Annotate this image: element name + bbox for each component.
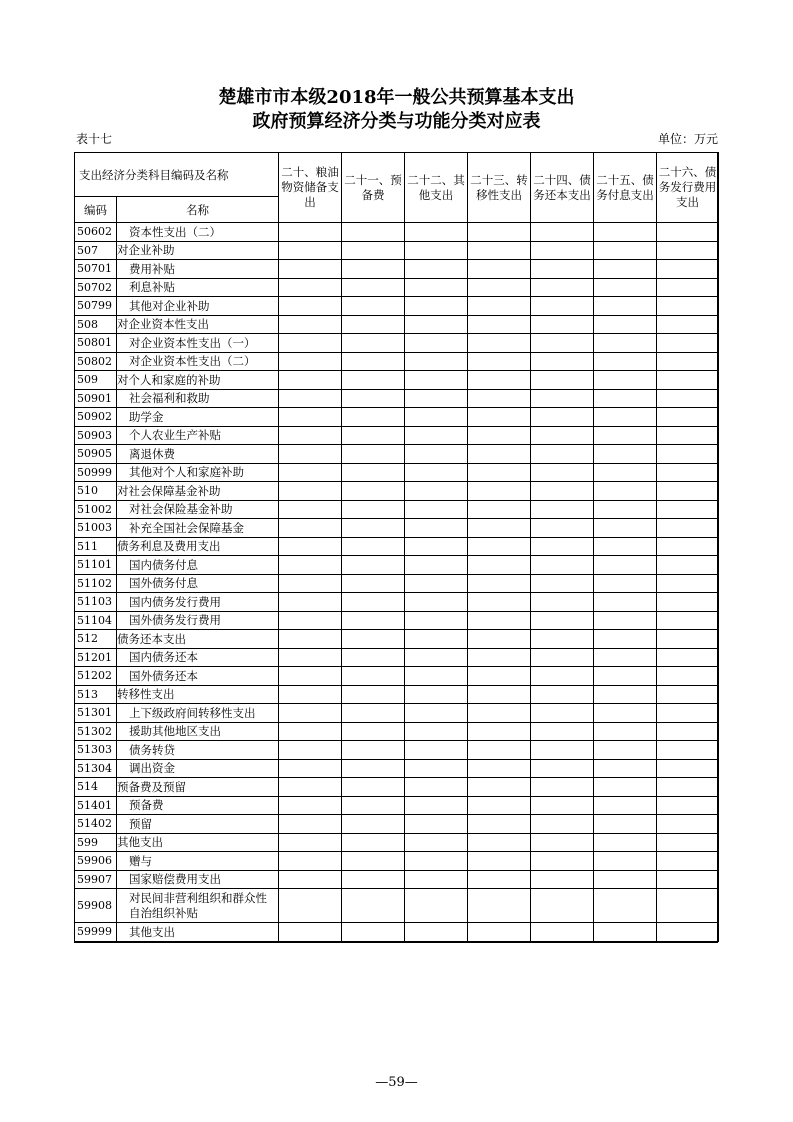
- row-code: 50701: [75, 260, 117, 279]
- row-code: 507: [75, 241, 117, 260]
- row-name: 转移性支出: [117, 685, 279, 704]
- row-code: 50801: [75, 334, 117, 353]
- row-code: 50901: [75, 389, 117, 408]
- row-name: 助学金: [117, 408, 279, 427]
- row-name: 利息补贴: [117, 278, 279, 297]
- row-code: 599: [75, 833, 117, 852]
- row-name: 预备费及预留: [117, 778, 279, 797]
- report-title-line2: 政府预算经济分类与功能分类对应表: [252, 111, 541, 132]
- row-code: 51102: [75, 574, 117, 593]
- row-code: 51303: [75, 741, 117, 760]
- row-code: 51202: [75, 667, 117, 686]
- row-code: 51101: [75, 556, 117, 575]
- row-name: 对个人和家庭的补助: [117, 371, 279, 390]
- column-header: 二十五、债务付息支出: [594, 153, 657, 223]
- table-number: 表十七: [76, 132, 113, 146]
- row-code: 51201: [75, 648, 117, 667]
- row-name: 其他对企业补助: [117, 297, 279, 316]
- row-code: 59907: [75, 870, 117, 889]
- row-code: 51301: [75, 704, 117, 723]
- report-title-line1: 楚雄市市本级2018年一般公共预算基本支出: [218, 87, 575, 108]
- row-code: 50802: [75, 352, 117, 371]
- row-name: 国外债务还本: [117, 667, 279, 686]
- row-code: 509: [75, 371, 117, 390]
- row-name: 其他支出: [117, 833, 279, 852]
- row-code: 51302: [75, 722, 117, 741]
- row-name: 债务还本支出: [117, 630, 279, 649]
- row-name: 费用补贴: [117, 260, 279, 279]
- row-code: 59999: [75, 923, 117, 942]
- row-code: 512: [75, 630, 117, 649]
- row-name: 国内债务发行费用: [117, 593, 279, 612]
- row-code: 510: [75, 482, 117, 501]
- page-number: —59—: [375, 1075, 418, 1090]
- code-header: 编码: [75, 197, 117, 223]
- row-name: 其他支出: [117, 923, 279, 942]
- column-header: 二十六、债务发行费用支出: [657, 153, 719, 223]
- row-name: 对民间非营利组织和群众性自治组织补贴: [117, 889, 279, 923]
- column-header: 二十、粮油物资储备支出: [279, 153, 342, 223]
- row-code: 514: [75, 778, 117, 797]
- row-code: 513: [75, 685, 117, 704]
- row-name: 补充全国社会保障基金: [117, 519, 279, 538]
- row-code: 51401: [75, 796, 117, 815]
- row-name: 对社会保险基金补助: [117, 500, 279, 519]
- row-code: 51304: [75, 759, 117, 778]
- row-name: 国内债务付息: [117, 556, 279, 575]
- row-name: 债务转贷: [117, 741, 279, 760]
- unit-label: 单位：万元: [657, 132, 718, 146]
- row-name: 资本性支出（二）: [117, 223, 279, 242]
- row-name: 对企业补助: [117, 241, 279, 260]
- row-name: 上下级政府间转移性支出: [117, 704, 279, 723]
- row-name: 预备费: [117, 796, 279, 815]
- row-name: 离退休费: [117, 445, 279, 464]
- row-name: 个人农业生产补贴: [117, 426, 279, 445]
- row-name: 国外债务发行费用: [117, 611, 279, 630]
- row-name: 债务利息及费用支出: [117, 537, 279, 556]
- row-code: 51402: [75, 815, 117, 834]
- row-name: 其他对个人和家庭补助: [117, 463, 279, 482]
- column-header: 二十三、转移性支出: [468, 153, 531, 223]
- row-name: 对企业资本性支出: [117, 315, 279, 334]
- name-header: 名称: [117, 197, 279, 223]
- row-code: 50905: [75, 445, 117, 464]
- header-category-label: 支出经济分类科目编码及名称: [75, 153, 279, 197]
- row-code: 50902: [75, 408, 117, 427]
- column-header: 二十一、预备费: [342, 153, 405, 223]
- row-code: 50799: [75, 297, 117, 316]
- row-name: 对社会保障基金补助: [117, 482, 279, 501]
- row-code: 511: [75, 537, 117, 556]
- row-code: 59908: [75, 889, 117, 923]
- row-code: 51002: [75, 500, 117, 519]
- row-name: 社会福利和救助: [117, 389, 279, 408]
- row-name: 对企业资本性支出（二）: [117, 352, 279, 371]
- row-code: 51003: [75, 519, 117, 538]
- column-header: 二十二、其他支出: [405, 153, 468, 223]
- row-code: 508: [75, 315, 117, 334]
- row-name: 国内债务还本: [117, 648, 279, 667]
- row-name: 国外债务付息: [117, 574, 279, 593]
- row-name: 国家赔偿费用支出: [117, 870, 279, 889]
- table-frame: [74, 152, 718, 943]
- column-header: 二十四、债务还本支出: [531, 153, 594, 223]
- row-code: 50602: [75, 223, 117, 242]
- row-code: 51104: [75, 611, 117, 630]
- row-name: 预留: [117, 815, 279, 834]
- row-code: 51103: [75, 593, 117, 612]
- row-name: 调出资金: [117, 759, 279, 778]
- row-code: 50702: [75, 278, 117, 297]
- row-code: 50999: [75, 463, 117, 482]
- row-code: 59906: [75, 852, 117, 871]
- row-name: 对企业资本性支出（一）: [117, 334, 279, 353]
- row-name: 赠与: [117, 852, 279, 871]
- row-name: 援助其他地区支出: [117, 722, 279, 741]
- row-code: 50903: [75, 426, 117, 445]
